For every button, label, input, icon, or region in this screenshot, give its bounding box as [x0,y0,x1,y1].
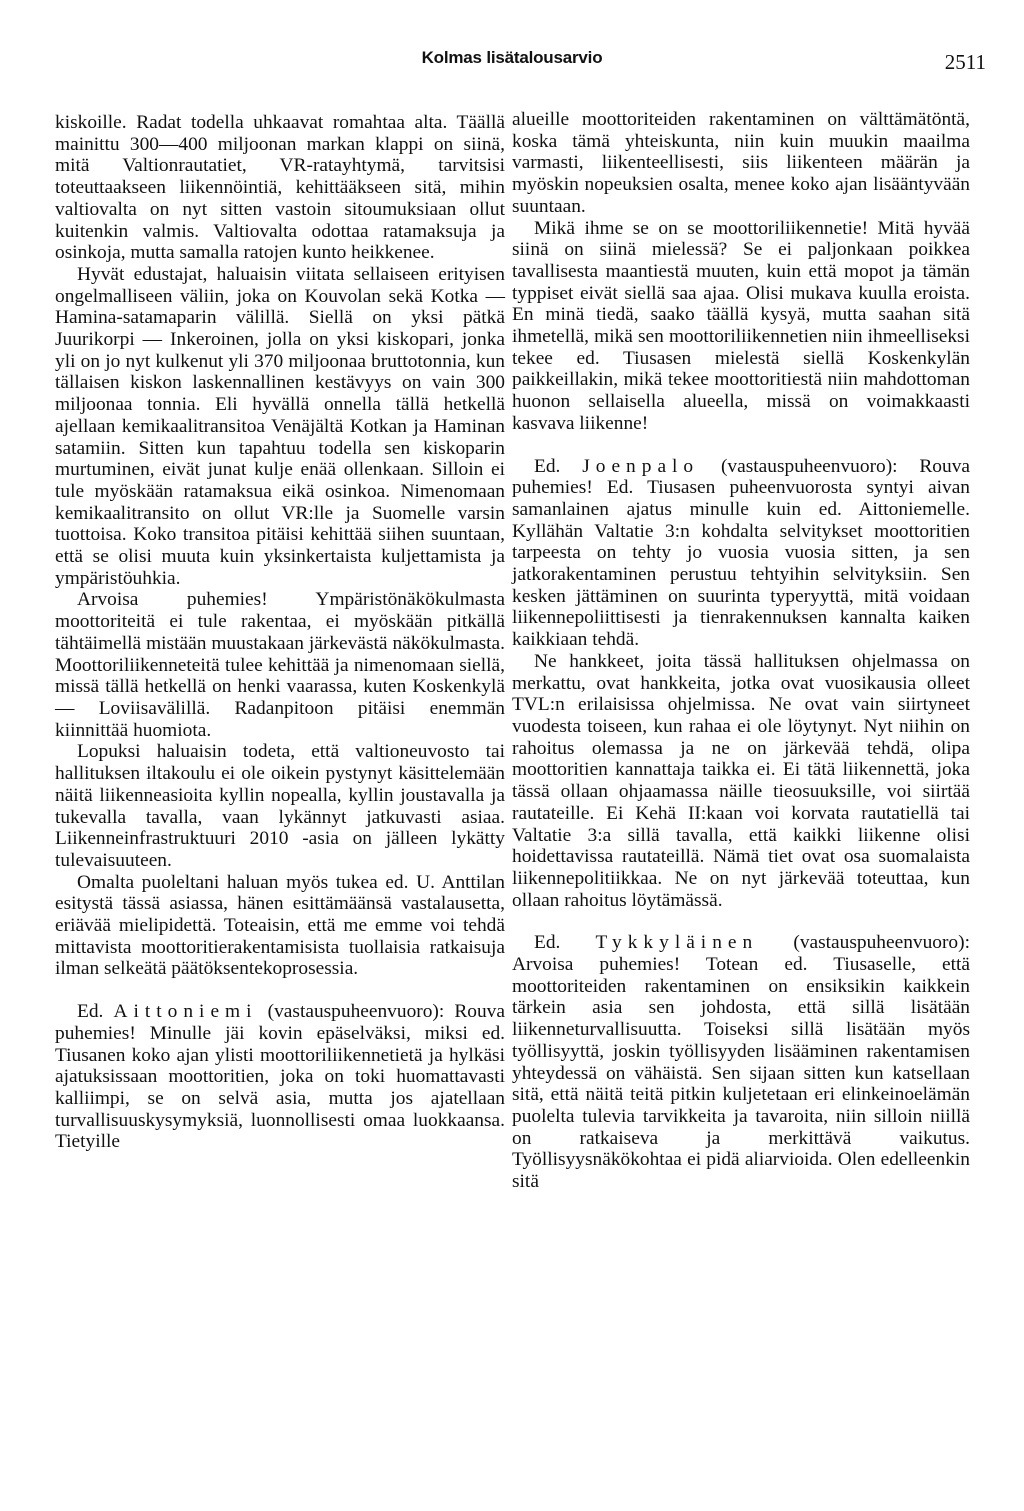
speaker-turn [55,1001,505,1153]
speech-text: (vastauspuheenvuoro): Rouva puhemies! Minulle jäi kovin epäselväksi, miksi ed. Tiusanen koko ajan ylisti moottoriliikennetietä ja hylkäsi ajatuksissaan moottoritien, joka on toki huomattavasti kalliimpi, se on selvä asia, mutta jos ajatellaan turvallisuuskysymyksiä, luonnollisesti omaa luokkaansa. Tietyille [55,1001,505,1153]
page-number: 2511 [944,50,986,74]
speaker-turn [512,456,970,651]
speaker-prefix: Ed. [534,932,561,954]
paragraph: alueille moottoriteiden rakentaminen on välttämätöntä, koska tämä yhteiskunta, niin kuin muukin maailma varmasti, liikenteellisesti, siis liikenteen määrän ja myöskin nopeuksien osalta, menee koko ajan lisääntyvään suuntaan. [512,109,970,217]
speech-text: (vastauspuheenvuoro): Rouva puhemies! Ed. Tiusasen puheenvuorosta syntyi aivan samanlainen ajatus minulle kuin ed. Aittoniemelle. Kyllähän Valtatie 3:n kohdalta selvitykset moottoritien tarpeesta on tehty jo vuosia vuosia sitten, ja sen jatkorakentaminen perustuu tehtyihin selvityksiin. Sen kesken jättäminen on suurinta typeryyttä, mitä voidaan liikennepoliittisesti ja tienrakennuksen kannalta kaiken kaikkiaan tehdä. [512,455,970,651]
page-header [0,42,1024,82]
speaker-turn [512,932,970,1192]
paragraph: Lopuksi haluaisin todeta, että valtioneuvosto tai hallituksen iltakoulu ei ole oikein pystynyt käsittelemään näitä liikenneasioita kyllin nopealla, kyllin joustavalla ja tukevalla tavalla, vaan lykännyt jatkuvasti asiaa. Liikenneinfrastruktuuri 2010 -asia on jälleen lykätty tulevaisuuteen. [55,741,505,871]
speech-text: (vastauspuheenvuoro): Arvoisa puhemies! Totean ed. Tiusaselle, että moottoriteiden rakentaminen on ensiksikin kaikkein tärkein asia sen johdosta, että sillä lisätään liikenneturvallisuutta. Toiseksi sillä lisätään myös työllisyyttä, joskin työllisyyden lisääminen rakentamisen yhteydessä on vähäistä. Sen sijaan sitten kun katsellaan sitä, että näitä teitä pitkin kuljetetaan eri elinkeinoelämän puolelta tulevia tarvikkeita ja tavaroita, niin silloin niillä on ratkaiseva ja merkittävä vaikutus. Työllisyysnäkökohtaa ei pidä aliarvioida. Olen edelleenkin sitä [512,932,970,1193]
speaker-name: Aittoniemi [113,1001,258,1023]
paragraph: Mikä ihme se on se moottoriliikennetie! Mitä hyvää siinä on siinä mielessä? Se ei paljonkaan poikkea tavallisesta maantiestä muuten, kuin että mopot ja tämän typpiset eivät siellä saa ajaa. Olisi mukava kuulla eroista. En minä tiedä, saako täällä kysyä, mutta saahan sitä ihmetellä, mikä sen moottoriliikennetien niin ihmeelliseksi tekee ed. Tiusasen mielestä siellä Koskenkylän paikkeillakin, mikä tekee moottoritiestä niin mahdottoman huonon sellaisella alueella, missä on voimakkaasti kasvava liikenne! [512,217,970,434]
paragraph: Omalta puoleltani haluan myös tukea ed. U. Anttilan esitystä tässä asiassa, hänen esittämäänsä vastalausetta, eriävää mielipidettä. Toteaisin, että me emme voi tehdä mittavista moottoritierakentamisista tuollaisia ratkaisuja ilman selkeätä päätöksentekoprosessia. [55,871,505,980]
paragraph: Arvoisa puhemies! Ympäristönäkökulmasta moottoriteitä ei tule rakentaa, ei myöskään pitkällä tähtäimellä mistään muustakaan järkevästä näkökulmasta. Moottoriliikenneteitä tulee kehittää ja nimenomaan siellä, missä tällä hetkellä on henki vaarassa, kuten Koskenkylä — Loviisavälillä. Radanpitoon pitäisi enemmän kiinnittää huomiota. [55,589,505,741]
speaker-prefix: Ed. [77,1001,104,1023]
speaker-name: Tykkyläinen [595,932,759,954]
speaker-name: Joenpalo [582,455,700,477]
paragraph: kiskoille. Radat todella uhkaavat romahtaa alta. Täällä mainittu 300—400 miljoonan markan klappi on siinä, mitä Valtionrautatiet, VR-ratayhtymä, tarvitsisi toteuttaakseen liikennöintiä, kehittääkseen sitä, mihin valtiovalta on nyt sitten vastoin sitoumuksiaan ollut kuitenkin valmis. Valtiovalta odottaa ratamaksuja ja osinkoja, mutta samalla ratojen kunto heikkenee. [55,112,505,264]
speaker-prefix: Ed. [534,455,561,477]
right-column [512,109,970,1193]
running-title: Kolmas lisätalousarvio [421,48,603,67]
paragraph: Hyvät edustajat, haluaisin viitata sellaiseen erityisen ongelmalliseen väliin, joka on Kouvolan sekä Kotka — Hamina-satamaparin välillä. Siellä on yksi pätkä Juurikorpi — Inkeroinen, jolla on yksi kiskopari, jonka yli on jo nyt kulkenut yli 370 miljoonaa bruttotonnia, kun tällaisen kiskon laskennallinen kestävyys on vain 300 miljoonaa tonnia. Eli hyvällä onnella tällä hetkellä ajellaan kemikaalitransitoa Venäjältä Kotkan ja Haminan satamiin. Sitten kun tapahtuu todella sen kiskoparin murtuminen, eivät junat kulje enää ollenkaan. Silloin ei tule myöskään ratamaksua eikä osinkoa. Nimenomaan kemikaalitransito on ollut VR:lle ja Suomelle varsin tuottoisa. Koko transitoa pitäisi kehittää siihen suuntaan, että se olisi muuta kuin yksinkertaista kuljettamista ja ympäristöuhkia. [55,263,505,589]
paragraph: Ne hankkeet, joita tässä hallituksen ohjelmassa on merkattu, ovat hankkeita, jotka ovat vuosikausia olleet TVL:n erilaisissa ohjelmissa. Ne ovat vain siirtyneet vuodesta toiseen, kun rahaa ei ole löytynyt. Nyt niihin on rahoitus olemassa ja ne on järkevää tehdä, olipa moottoritien kannattaja taikka ei. Ei tätä liikennettä, joka tässä ollaan ohjaamassa näille tieosuuksille, voi siirtää rautateille. Ei Kehä II:kaan voi korvata rautatiellä tai Valtatie 3:a sillä tavalla, että kaikki liikenne olisi hoidettavissa rautateillä. Nämä tiet ovat osa suomalaista liikennepolitiikkaa. Ne on nyt järkevää toteuttaa, kun ollaan rahoitus löytämässä. [512,650,970,911]
left-column [55,112,505,1153]
